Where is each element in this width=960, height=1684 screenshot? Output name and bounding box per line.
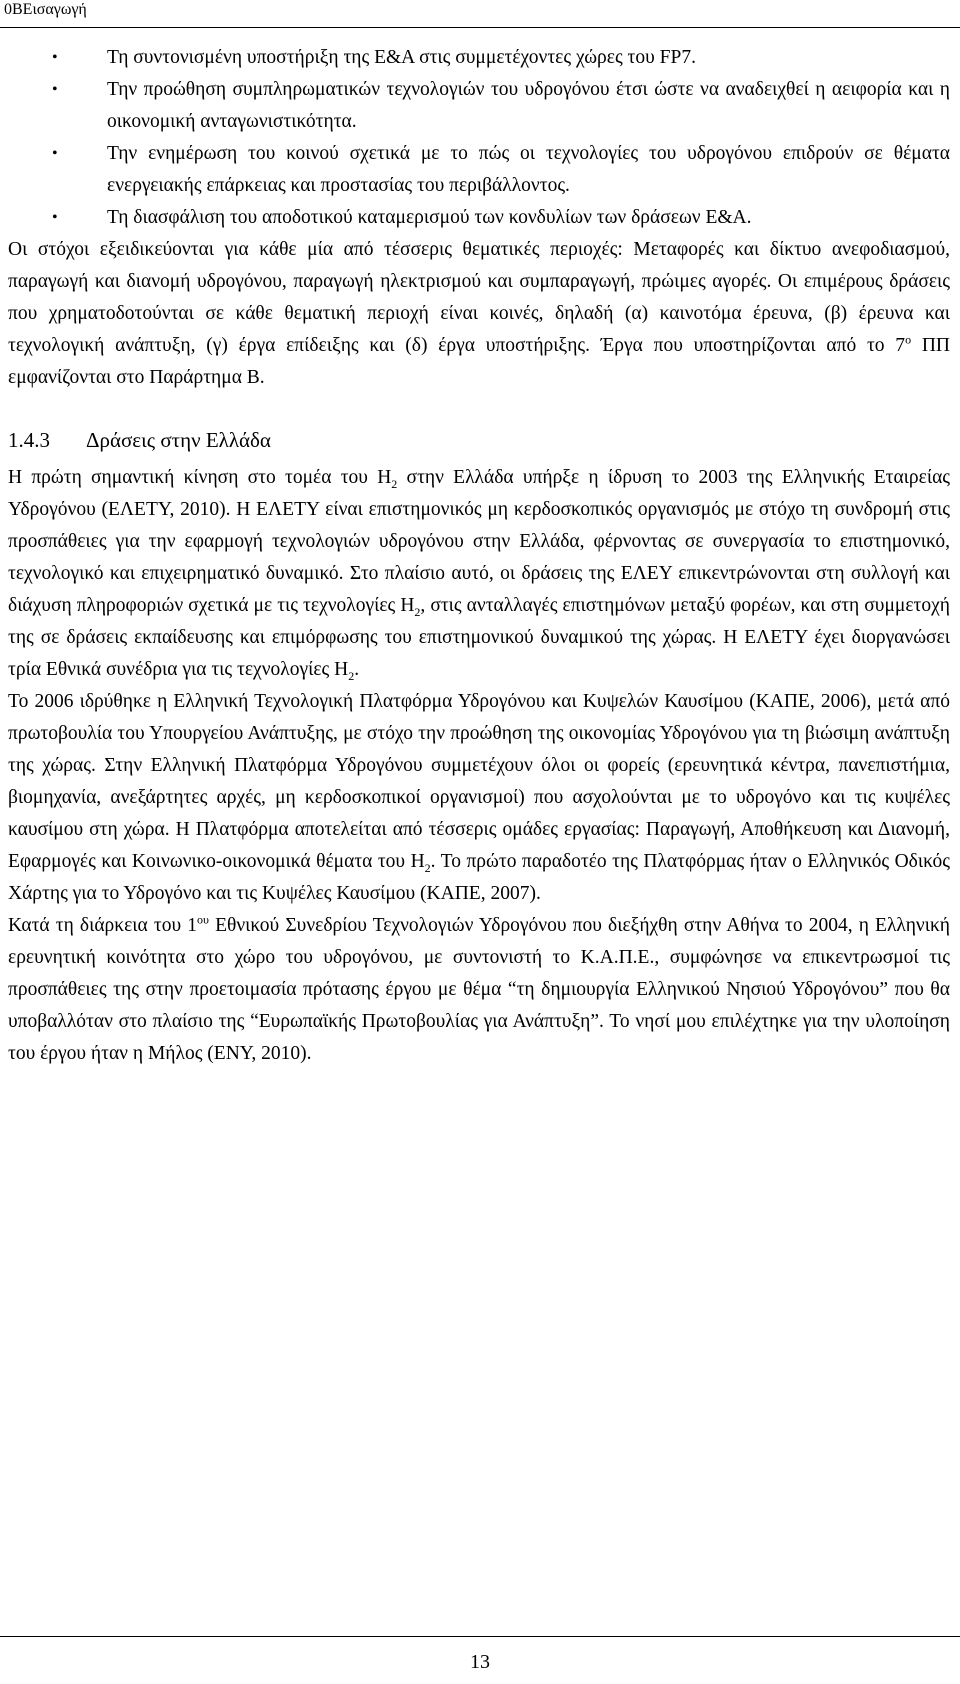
section-title: Δράσεις στην Ελλάδα	[86, 428, 271, 452]
header-divider	[0, 27, 960, 28]
list-item-text: Τη συντονισμένη υποστήριξη της Ε&Α στις συμμετέχοντες χώρες του FP7.	[107, 47, 696, 68]
list-item-text: Τη διασφάλιση του αποδοτικού καταμερισμού των κονδυλίων των δράσεων Ε&Α.	[107, 207, 752, 228]
list-item	[8, 138, 950, 202]
list-item-text: Την προώθηση συμπληρωματικών τεχνολογιών του υδρογόνου έτσι ώστε να αναδειχθεί η αειφορία και η οικονομική ανταγωνιστικότητα.	[107, 79, 950, 132]
paragraph-platform: Το 2006 ιδρύθηκε η Ελληνική Τεχνολογική Πλατφόρμα Υδρογόνου και Κυψελών Καυσίμου (ΚΑΠΕ, 2006), μετά από πρωτοβουλία του Υπουργείου Ανάπτυξης, με στόχο την προώθηση της οικονομίας Υδρογόνου για τη βιώσιμη ανάπτυξη της χώρας. Στην Ελληνική Πλατφόρμα Υδρογόνου συμμετέχουν όλοι οι φορείς (ερευνητικά κέντρα, πανεπιστήμια, βιομηχανία, ανεξάρτητες αρχές, μη κερδοσκοπικοί οργανισμοί) που ασχολούνται με το υδρογόνο και τις κυψέλες καυσίμου στη χώρα. Η Πλατφόρμα αποτελείται από τέσσερις ομάδες εργασίας: Παραγωγή, Αποθήκευση και Διανομή, Εφαρμογές και Κοινωνικο-οικονομικά θέματα του $H_2$. Το πρώτο παραδοτέο της Πλατφόρμας ήταν ο Ελληνικός Οδικός Χάρτης για το Υδρογόνο και τις Κυψέλες Καυσίμου (ΚΑΠΕ, 2007).	[8, 691, 950, 904]
list-item-text: Την ενημέρωση του κοινού σχετικά με το πώς οι τεχνολογίες του υδρογόνου επιδρούν σε θέματα ενεργειακής επάρκειας και προστασίας του περιβάλλοντος.	[107, 143, 950, 196]
bullet-icon: •	[52, 209, 58, 226]
paragraph-conference: Κατά τη διάρκεια του $1^{o\upsilon}$ Εθνικού Συνεδρίου Τεχνολογιών Υδρογόνου που διεξήχθη στην Αθήνα το 2004, η Ελληνική ερευνητική κοινότητα στο χώρο του υδρογόνου, με συντονιστή το Κ.Α.Π.Ε., συμφώνησε να επικεντρωσμοί τις προσπάθειες της στην προετοιμασία πρότασης έργου με θέμα “τη δημιουργία Ελληνικού Νησιού Υδρογόνου” που θα υποβαλλόταν στο πλαίσιο της “Ευρωπαϊκής Πρωτοβουλίας για Ανάπτυξη”. Το νησί μου επιλέχτηκε για την υλοποίηση του έργου ήταν η Μήλος (ΕΝΥ, 2010).	[8, 912, 950, 1064]
bullet-icon: •	[52, 49, 58, 66]
running-header: 0ΒΕισαγωγή	[4, 1, 87, 18]
list-item	[8, 202, 950, 234]
list-item	[8, 42, 950, 74]
bullet-icon: •	[52, 81, 58, 98]
paragraph-goals: Οι στόχοι εξειδικεύονται για κάθε μία από τέσσερις θεματικές περιοχές: Μεταφορές και δίκτυο ανεφοδιασμού, παραγωγή και διανομή υδρογόνου, παραγωγή ηλεκτρισμού και συμπαραγωγή, πρώιμες αγορές. Οι επιμέρους δράσεις που χρηματοδοτούνται σε κάθε θεματική περιοχή είναι κοινές, δηλαδή (α) καινοτόμα έρευνα, (β) έρευνα και τεχνολογική ανάπτυξη, (γ) έργα επίδειξης και (δ) έργα υποστήριξης. Έργα που υποστηρίζονται από το $7^o$ ΠΠ εμφανίζονται στο Παράρτημα Β.	[8, 239, 950, 388]
section-number: 1.4.3	[8, 428, 50, 452]
list-item	[8, 74, 950, 138]
page-body	[8, 42, 950, 1070]
page-number: 13	[470, 1651, 490, 1673]
bullet-list	[8, 42, 950, 234]
paragraph-elety: Η πρώτη σημαντική κίνηση στο τομέα του $H_2$ στην Ελλάδα υπήρξε η ίδρυση το 2003 της Ελληνικής Εταιρείας Υδρογόνου (ΕΛΕΤΥ, 2010). Η ΕΛΕΤΥ είναι επιστημονικός μη κερδοσκοπικός οργανισμός με στόχο τη συνδρομή στις προσπάθειες για την εφαρμογή τεχνολογιών υδρογόνου στην Ελλάδα, φέρνοντας σε συνεργασία το επιστημονικό, τεχνολογικό και επιχειρηματικό δυναμικό. Στο πλαίσιο αυτό, οι δράσεις της ΕΛΕΥ επικεντρώνονται στη συλλογή και διάχυση πληροφοριών σχετικά με τις τεχνολογίες $H_2$, στις ανταλλαγές επιστημόνων μεταξύ φορέων, και στη συμμετοχή της σε δράσεις εκπαίδευσης και επιμόρφωσης του επιστημονικού δυναμικού της χώρας. Η ΕΛΕΤΥ έχει διοργανώσει τρία Εθνικά συνέδρια για τις τεχνολογίες $H_2$.	[8, 467, 951, 683]
section-heading	[8, 424, 950, 456]
bullet-icon: •	[52, 145, 58, 162]
footer-divider	[0, 1636, 960, 1637]
